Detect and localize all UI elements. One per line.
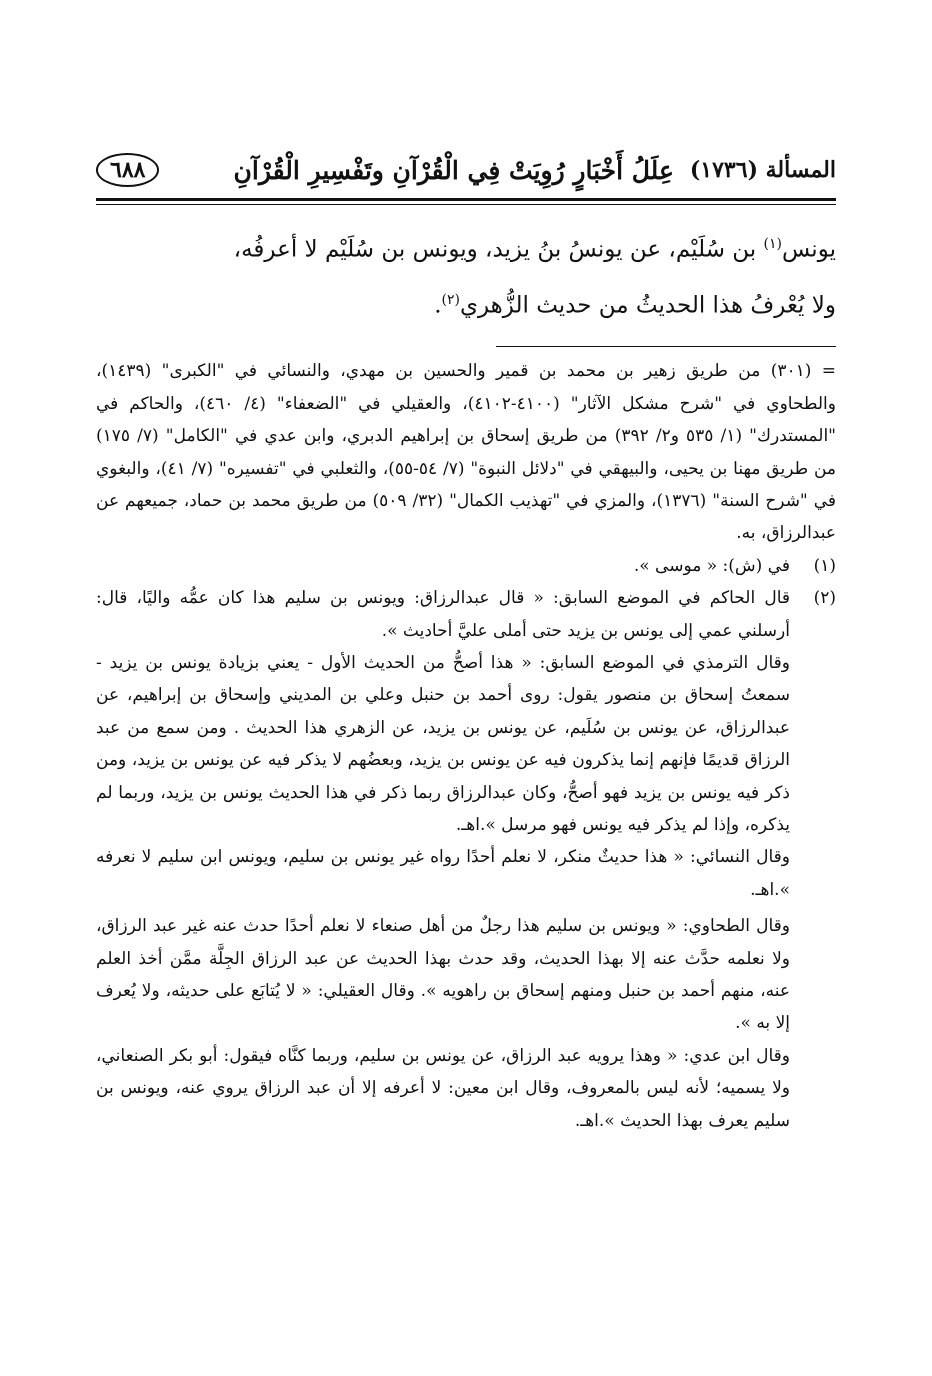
book-page <box>96 148 836 1137</box>
page-number-badge: ٦٨٨ <box>96 153 159 187</box>
issue-label: المسألة (١٧٣٦) <box>689 157 836 183</box>
footnote-2 <box>96 582 836 647</box>
footnote-ref-2: (٢) <box>441 291 460 308</box>
note-tirmidhi: وقال الترمذي في الموضع السابق: « هذا أصحُّ من الحديث الأول - يعني بزيادة يونس بن يزيد - سمعتُ إسحاق بن منصور يقول: روى أحمد بن حنبل وعلي بن المديني وإسحاق بن إبراهيم، عن عبدالرزاق، عن يونس بن سُلَيم، عن يونس بن يزيد، عن الزهري هذا الحديث . ومن سمع من عبد الرزاق قديمًا فإنهم إنما يذكرون فيه عن يونس بن يزيد، وبعضُهم لا يذكر فيه عن يونس بن يزيد، ومن ذكر فيه يونس بن يزيد فهو أصحُّ، وكان عبدالرزاق ربما ذكر في هذا الحديث يونس بن يزيد، وربما لم يذكره، وإذا لم يذكر فيه يونس فهو مرسل ».اهـ. <box>96 652 790 835</box>
footnote-1-number: (١) <box>813 555 836 576</box>
main-line-1 <box>96 219 836 275</box>
main-line-2-start: ولا يُعْرفُ هذا الحديثُ من حديث الزُّهري <box>459 292 836 319</box>
note-nasai: وقال النسائي: « هذا حديثٌ منكر، لا نعلم أحدًا رواه غير يونس بن سليم، ويونس ابن سليم لا نعرفه ».اهـ. <box>96 847 790 900</box>
footnote-separator <box>496 346 836 347</box>
footnote-1 <box>96 550 836 582</box>
main-line-2 <box>96 275 836 331</box>
footnote-2-text: قال الحاكم في الموضع السابق: « قال عبدالرزاق: ويونس بن سليم هذا كان عمُّه واليًا، قال: أرسلني عمي إلى يونس بن يزيد حتى أملى عليَّ أحاديث ». <box>96 588 790 641</box>
note-tahawi: وقال الطحاوي: « ويونس بن سليم هذا رجلٌ من أهل صنعاء لا نعلم أحدًا حدث عنه غير عبد الرزاق، ولا نعلمه حدَّث عنه إلا بهذا الحديث، وقد حدث بهذا الحديث عن عبد الرزاق الجِلَّة ممَّن أخذ العلم عنه، منهم أحمد بن حنبل ومنهم إسحاق بن راهويه ». وقال العقيلي: « لا يُتابَع على حديثه، ولا يُعرف إلا به ». <box>96 916 790 1034</box>
footnotes <box>96 355 836 1137</box>
footnote-2-number: (٢) <box>813 588 836 609</box>
page-header <box>96 148 836 192</box>
header-rule-thick <box>96 198 836 201</box>
main-line-1-rest: بن سُلَيْم، عن يونسُ بنُ يزيد، ويونس بن سُلَيْم لا أعرفُه، <box>233 236 764 263</box>
main-text <box>96 219 836 330</box>
main-line-2-end: . <box>434 292 442 319</box>
continuation-note: = (٣٠١) من طريق زهير بن محمد بن قمير والحسين بن مهدي، والنسائي في "الكبرى" (١٤٣٩)، والطحاوي في "شرح مشكل الآثار" (٤١٠٠-٤١٠٢)، والعقيلي في "الضعفاء" (٤/ ٤٦٠)، والحاكم في "المستدرك" (١/ ٥٣٥ و٢/ ٣٩٢) من طريق إسحاق بن إبراهيم الدبري، وابن عدي في "الكامل" (٧/ ١٧٥) من طريق مهنا بن يحيى، والبيهقي في "دلائل النبوة" (٧/ ٥٤-٥٥)، والثعلبي في "تفسيره" (٧/ ٤١)، والبغوي في "شرح السنة" (١٣٧٦)، والمزي في "تهذيب الكمال" (٣٢/ ٥٠٩) من طريق محمد بن حماد، جميعهم عن عبدالرزاق، به. <box>96 361 837 544</box>
main-line-1-start: يونس <box>781 236 836 263</box>
header-rule-thin <box>96 204 836 205</box>
note-ibn-adi: وقال ابن عدي: « وهذا يرويه عبد الرزاق، عن يونس بن سليم، وربما كنَّاه فيقول: أبو بكر الصنعاني، ولا يسميه؛ لأنه ليس بالمعروف، وقال ابن معين: لا أعرفه إلا أن عبد الرزاق يروي عنه، ويونس بن سليم يعرف بهذا الحديث ».اهـ. <box>96 1045 790 1131</box>
footnote-ref-1: (١) <box>763 236 782 252</box>
footnote-1-text: في (ش): « موسى ». <box>633 555 790 576</box>
running-title: عِلَلُ أَخْبَارٍ رُوِيَتْ فِي الْقُرْآنِ وتَفْسِيرِ الْقُرْآنِ <box>233 155 674 185</box>
